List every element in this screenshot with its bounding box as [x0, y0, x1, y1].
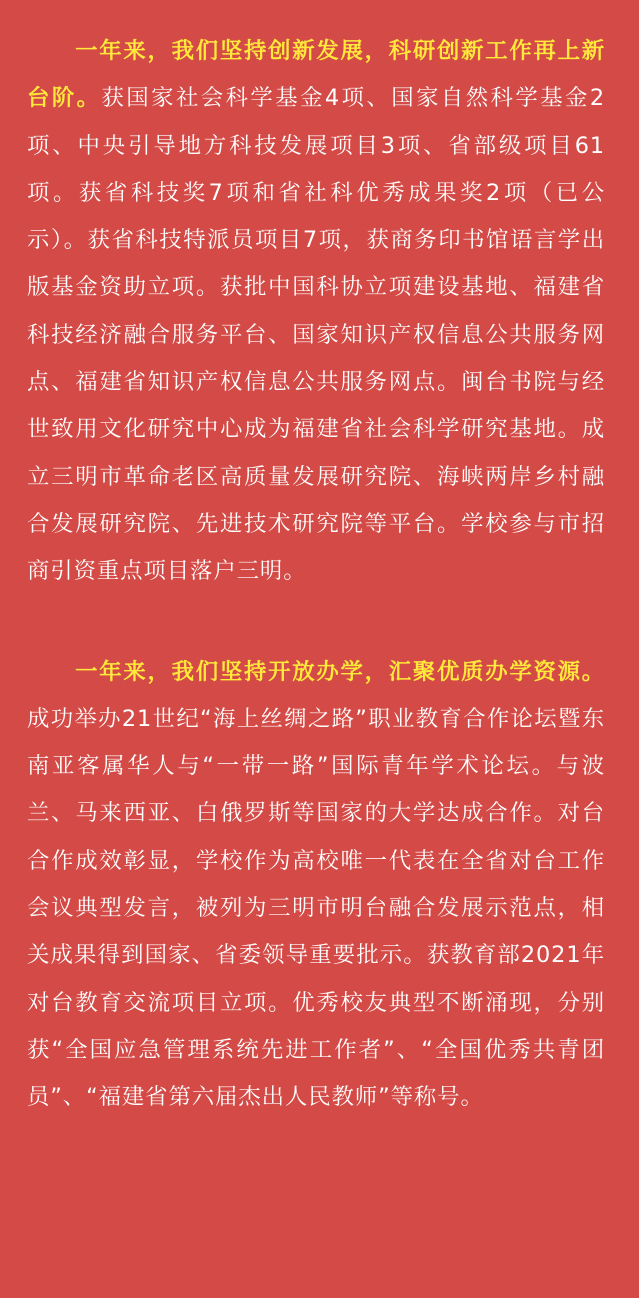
paragraph-body: 获国家社会科学基金4项、国家自然科学基金2项、中央引导地方科技发展项目3项、省部级项目61项。获省科技奖7项和省社科优秀成果奖2项（已公示）。获省科技特派员项目7项，获商务印书馆语言学出版基金资助立项。获批中国科协立项建设基地、福建省科技经济融合服务平台、国家知识产权信息公共服务网点、福建省知识产权信息公共服务网点。闽台书院与经世致用文化研究中心成为福建省社会科学研究基地。成立三明市革命老区高质量发展研究院、海峡两岸乡村融合发展研究院、先进技术研究院等平台。学校参与市招商引资重点项目落户三明。	[27, 85, 605, 585]
paragraph-body: 成功举办21世纪“海上丝绸之路”职业教育合作论坛暨东南亚客属华人与“一带一路”国际青年学术论坛。与波兰、马来西亚、白俄罗斯等国家的大学达成合作。对台合作成效彰显，学校作为高校唯一代表在全省对台工作会议典型发言，被列为三明市明台融合发展示范点，相关成果得到国家、省委领导重要批示。获教育部2021年对台教育交流项目立项。优秀校友典型不断涌现，分别获“全国应急管理系统先进工作者”、“全国优秀共青团员”、“福建省第六届杰出人民教师”等称号。	[27, 705, 605, 1111]
paragraph-highlight: 一年来，我们坚持创新发展，科研创新工作再上新台阶。	[27, 38, 605, 112]
paragraph-open-education	[27, 649, 605, 1122]
paragraph-highlight: 一年来，我们坚持开放办学，汇聚优质办学资源。	[75, 658, 605, 685]
paragraph-research-innovation	[27, 28, 605, 596]
